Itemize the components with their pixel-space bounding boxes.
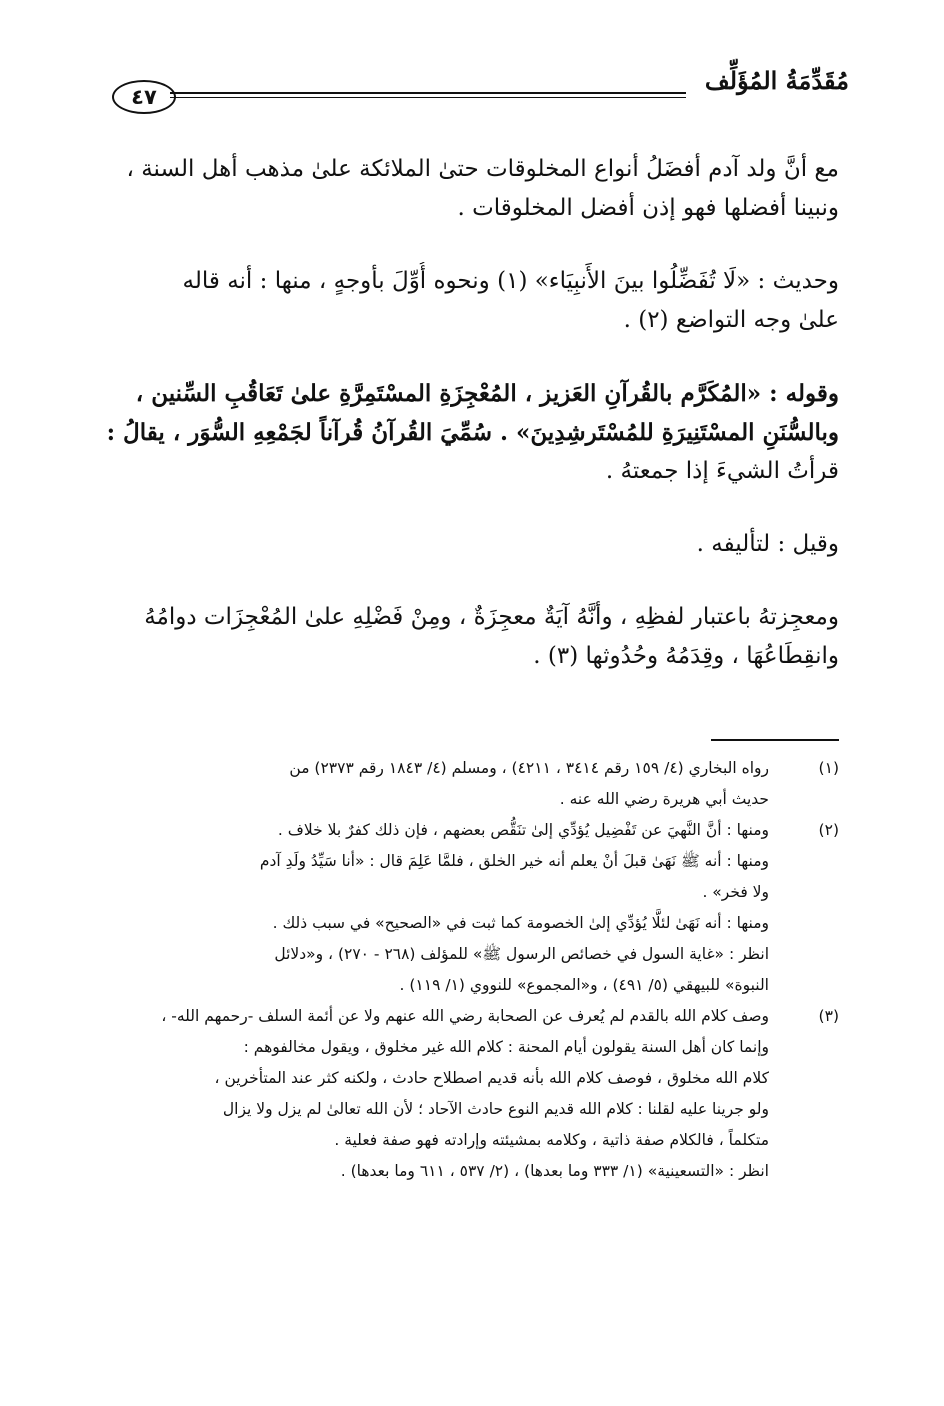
paragraph-gap [100, 564, 839, 598]
footnote-line: انظر : «التسعينية» (١/ ٣٣٣ وما بعدها) ، (٢/ ٥٣٧ ، ٦١١ وما بعدها) . [340, 1162, 769, 1180]
text-line: وانقِطَاعُهَا ، وقِدَمُهُ وحُدُوثها (٣) . [533, 643, 839, 669]
footnote-number: (٢) [818, 821, 839, 839]
footnote-line: ولو جرينا عليه لقلنا : كلام الله قديم النوع حادث الآحاد ؛ لأن الله تعالىٰ لم يزل ولا يزال [222, 1100, 769, 1118]
header-rule [170, 92, 686, 98]
footnote-line: ومنها : أنَّ النَّهيَ عن تَفْضِيل يُؤدِّي إلىٰ تنَقُّص بعضهم ، فإن ذلك كفرٌ بلا خلاف . [277, 821, 769, 839]
text-line: ونبينا أفضلها فهو إذن أفضل المخلوقات . [457, 195, 839, 221]
text-line: وقيل : لتأليفه . [696, 531, 839, 557]
main-text [100, 150, 839, 676]
footnote-line: كلام الله مخلوق ، فوصف كلام الله بأنه قديم اصطلاح حادث ، ولكنه كثر عند المتأخرين ، [214, 1069, 769, 1087]
footnote-line: النبوة» للبيهقي (٥/ ٤٩١) ، و«المجموع» للنووي (١/ ١١٩) . [399, 976, 769, 994]
footnote-number: (١) [818, 759, 839, 777]
paragraph-gap [100, 228, 839, 262]
footnotes [100, 753, 839, 1187]
text-line: وقوله : «المُكَرَّم بالقُرآنِ العَزيز ، المُعْجِزَةِ المسْتَمِرَّةِ علىٰ تَعَاقُبِ السِّنين ، [135, 380, 839, 407]
footnote-line: حديث أبي هريرة رضي الله عنه . [559, 790, 769, 808]
page-number: ٤٧ [112, 80, 176, 114]
footnote-line: وصف كلام الله بالقدم لم يُعرف عن الصحابة رضي الله عنهم ولا عن أئمة السلف -رحمهم الله- ، [161, 1007, 769, 1025]
text-line: وحديث : «لَا تُفَضِّلُوا بينَ الأَنبِيَاء» (١) ونحوه أُوِّلَ بأوجهٍ ، منها : أنه قاله [182, 268, 839, 294]
footnote-line: ومنها : أنه ﷺ نَهَىٰ قبلَ أنْ يعلم أنه خير الخلق ، فلمَّا عَلِمَ قال : «أنا سَيِّدُ ولَدِ آدم [259, 852, 769, 870]
footnote [100, 1001, 839, 1187]
text-line: علىٰ وجه التواضع (٢) . [623, 307, 839, 333]
footnote [100, 753, 839, 815]
footnote-line: رواه البخاري (٤/ ١٥٩ رقم ٣٤١٤ ، ٤٢١١) ، ومسلم (٤/ ١٨٤٣ رقم ٢٣٧٣) من [289, 759, 769, 777]
running-header-title: مُقَدِّمَةُ المُؤَلِّف [704, 66, 849, 95]
footnote-number: (٣) [818, 1007, 839, 1025]
footnote-separator [711, 739, 839, 741]
text-line: ومعجِزتهُ باعتبار لفظِهِ ، وأنَّهُ آيَةٌ معجِزَةٌ ، ومِنْ فَضْلِهِ علىٰ المُعْجِزَات دوامُهُ [144, 604, 839, 630]
text-line: مع أنَّ ولد آدم أفضَلُ أنواع المخلوقات حتىٰ الملائكة علىٰ مذهب أهل السنة ، [126, 156, 839, 182]
footnote-line: وإنما كان أهل السنة يقولون أيام المحنة : كلام الله غير مخلوق ، ويقول مخالفوهم : [243, 1038, 769, 1056]
footnote-line: ولا فخر» . [702, 883, 769, 901]
footnote-line: متكلماً ، فالكلام صفة ذاتية ، وكلامه بمشيئته وإرادته فهو صفة فعلية . [334, 1131, 769, 1149]
footnote-line: ومنها : أنه نَهَىٰ لئلَّا يُؤدِّي إلىٰ الخصومة كما ثبت في «الصحيح» في سبب ذلك . [272, 914, 769, 932]
paragraph-gap [100, 491, 839, 525]
text-line: وبالسُّنَنِ المسْتَنِيرَةِ للمُسْتَرشِدِينَ» . سُمِّيَ القُرآنُ قُرآناً لجَمْعِهِ السُّوَر ، يقالُ : [106, 419, 839, 446]
footnote-line: انظر : «غاية السول في خصائص الرسول ﷺ» للمؤلف (٢٦٨ - ٢٧٠) ، و«دلائل [274, 945, 769, 963]
text-line: قرأتُ الشيءَ إذا جمعتهُ . [605, 458, 839, 484]
paragraph-gap [100, 340, 839, 374]
footnote [100, 815, 839, 1001]
